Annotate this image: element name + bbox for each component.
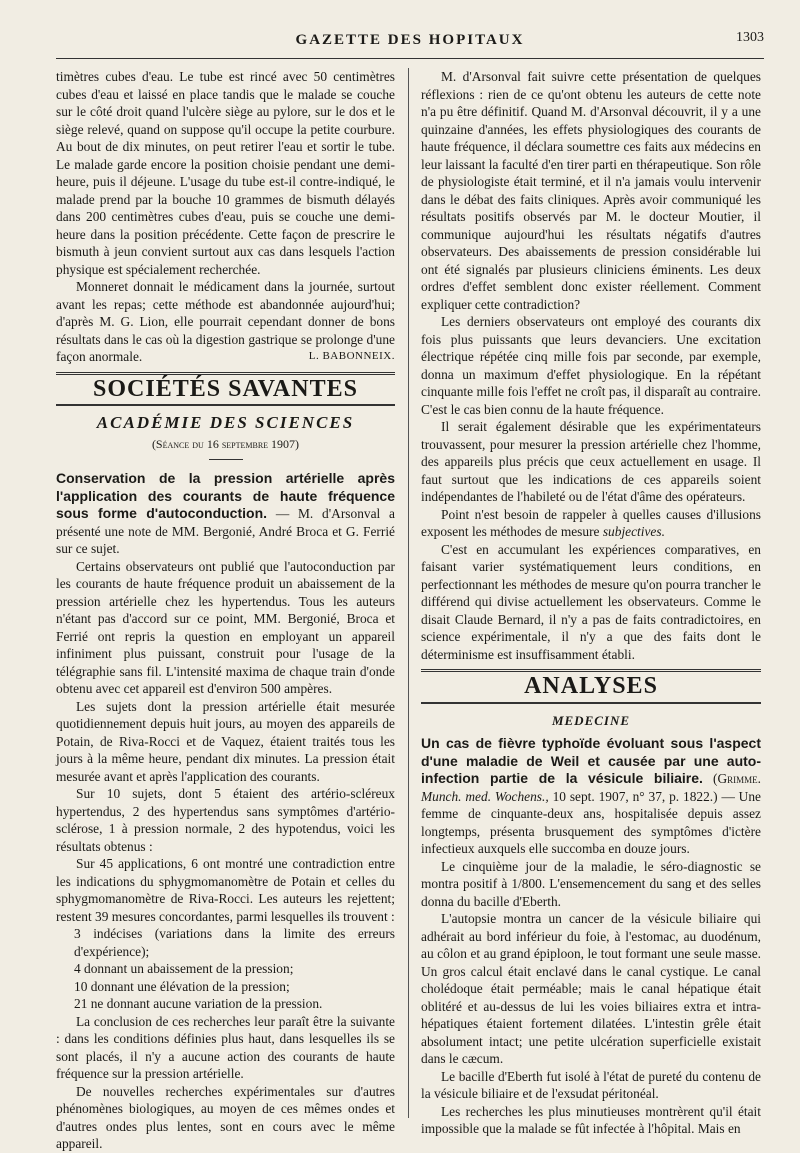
author-signature: L. BABONNEIX. bbox=[308, 350, 395, 362]
paragraph-text: Monneret donnait le médicament dans la journée, surtout avant les repas; cette méthode est abandonnée aujourd'hui; d'après M. G. Lion, elle pourrait cependant donner de bons résultats dans le cas où la digestion gastrique se prolonge d'une façon anormale. bbox=[56, 279, 395, 364]
left-column bbox=[56, 68, 395, 1153]
paragraph bbox=[56, 278, 395, 366]
reference-journal: Munch. med. Wochens., bbox=[421, 788, 549, 804]
article-title: Conservation de la pression artérielle après l'application des courants de haute fréquence sous forme d'autoconduction. bbox=[56, 470, 395, 521]
publication-title: GAZETTE DES HOPITAUX bbox=[295, 32, 525, 48]
list-item: 21 ne donnant aucune variation de la pression. bbox=[74, 996, 323, 1011]
list-item: 4 donnant un abaissement de la pression; bbox=[74, 961, 294, 976]
paragraph: timètres cubes d'eau. Le tube est rincé avec 50 centimètres cubes d'eau et laissé en place tandis que le malade se couche sur le côté droit quand l'ulcère siège au pylore, sur le dos et le siège relevé, quand on suppose qu'il occupe la petite courbure. Au bout de dix minutes, on peut retirer l'eau et sortir le tube. Le malade garde encore la position choisie pendant une demi-heure, puis il déjeune. L'usage du tube est-il contre-indiqué, le malade prend par la bouche 10 grammes de bismuth délayés dans 200 centimètres cubes d'eau, puis se couche une demi-heure dans la position précédente. Cette façon de prescrire le bismuth à jeun convient surtout aux cas dans lesquels l'action physique est spécialement recherchée. bbox=[56, 69, 395, 277]
subsection-heading: MEDECINE bbox=[551, 712, 631, 728]
section-rule bbox=[421, 669, 761, 672]
reference-details: 10 sept. 1907, n° 37, p. 1822.) — Une femme de cinquante-deux ans, hospitalisée depuis assez longtemps, présenta brusquement des symptômes d'ictère infectieux auxquels elle succomba en douze jours. bbox=[421, 788, 761, 856]
list-item: 10 donnant une élévation de la pression; bbox=[74, 978, 290, 994]
article-intro: — M. d'Arsonval a présenté une note de MM. Bergonié, André Broca et G. Ferrié sur ce sujet. bbox=[56, 506, 395, 556]
paragraph: Les sujets dont la pression artérielle était mesurée quotidiennement depuis huit jours, au moyen des appareils de Potain, de Riva-Rocci et de Vaquez, étaient traités tous les jours à la même heure, pendant dix minutes. La pression était mesurée avant et après l'application des courants. bbox=[56, 698, 395, 784]
column-divider bbox=[408, 68, 409, 1118]
session-date: (Séance du 16 septembre 1907) bbox=[151, 436, 300, 451]
paragraph: Certains observateurs ont publié que l'autoconduction par les courants de haute fréquence produit un abaissement de la pression artérielle chez les hypertendus. Tous les auteurs n'étant pas d'accord sur ce point, MM. Bergonié, Broca et Ferrié ont repris la question en employant un appareil infiniment plus puissant, construit pour l'usage de la télégraphie sans fil. L'intensité maxima de chaque train d'onde obtenu avec cet appareil est d'environ 500 ampères. bbox=[56, 558, 395, 696]
section-heading: ANALYSES bbox=[524, 673, 658, 699]
paragraph: Le bacille d'Eberth fut isolé à l'état de pureté du contenu de la vésicule biliaire et de l'exsudat péritonéal. bbox=[421, 1068, 761, 1101]
paragraph: C'est en accumulant les expériences comparatives, en faisant varier systématiquement leurs conditions, en perfectionnant les méthodes de mesure qu'on pourra trancher le différend qui divise actuellement les observateurs. Comme le disait Claude Bernard, il n'y a pas de faits contradictoires, en science expérimentale, il n'y a que des faits dont le déterminisme est insuffisamment établi. bbox=[421, 541, 761, 662]
academy-heading: ACADÉMIE DES SCIENCES bbox=[96, 413, 355, 432]
article-lead bbox=[56, 470, 395, 558]
emphasis: subjectives. bbox=[602, 524, 665, 539]
page-number: 1303 bbox=[736, 30, 764, 45]
section-rule bbox=[56, 372, 395, 375]
paragraph: Il serait également désirable que les expérimentateurs trouvassent, pour mesurer la pression artérielle chez l'homme, des appareils plus précis que ceux actuellement en usage. Il faut surtout que les indications de ces appareils soient indépendantes de l'habileté ou de l'état d'âme des opérateurs. bbox=[421, 419, 761, 504]
paragraph-text: Point n'est besoin de rappeler à quelles causes d'illusions exposent les méthodes de mesure bbox=[421, 506, 761, 539]
paragraph bbox=[421, 506, 761, 541]
short-rule bbox=[209, 459, 243, 460]
paragraph: Les recherches les plus minutieuses montrèrent qu'il était impossible que la malade se fût infectée à l'hôpital. Mais en bbox=[421, 1103, 761, 1136]
article-title: Un cas de fièvre typhoïde évoluant sous l'aspect d'une maladie de Weil et causée par une auto-infection partie de la vésicule biliaire. bbox=[421, 735, 761, 786]
paragraph: De nouvelles recherches expérimentales sur d'autres phénomènes biologiques, au moyen de ces mêmes ondes et d'autres ondes plus lentes, sont en cours avec le même appareil. bbox=[56, 1083, 395, 1151]
paragraph: Le cinquième jour de la maladie, le séro-diagnostic se montra positif à 1/800. L'ensemencement du sang et des selles donna du bacille d'Eberth. bbox=[421, 858, 761, 909]
paragraph: Sur 45 applications, 6 ont montré une contradiction entre les indications du sphygmomanomètre de Potain et celles du sphygmomanomètre de Riva-Rocci. Les auteurs les rejettent; restent 39 mesures concordantes, parmi lesquelles ils trouvent : bbox=[56, 856, 395, 924]
paragraph: M. d'Arsonval fait suivre cette présentation de quelques réflexions : rien de ce qu'ont obtenu les auteurs de cette note n'a pu être définitif. Quand M. d'Arsonval découvrit, il y a une quinzaine d'années, les effets physiologiques des courants de haute fréquence, il déclara soumettre ces faits aux médecins en leur laissant la faculté d'en tirer parti en thérapeutique. Son rôle de physiologiste était terminé, et il n'a jamais voulu intervenir dans le débat des faits cliniques. Après avoir communiqué les résultats positifs observés par M. le docteur Moutier, il communique aujourd'hui les résultats négatifs d'autres observateurs. Des abaissements de pression considérable lui ont été signalés par plusieurs cliniciens éminents. Les deux ordres d'effet semblent donc exister réellement. Comment expliquer cette contradiction? bbox=[421, 69, 761, 312]
paragraph: Sur 10 sujets, dont 5 étaient des artério-scléreux hypertendus, 2 des hypertendus sans symptômes d'artério-sclérose, 1 à pression normale, 2 des hypotendus, voici les résultats obtenus : bbox=[56, 786, 395, 854]
masthead bbox=[56, 22, 764, 59]
right-column bbox=[421, 68, 761, 1138]
section-rule bbox=[421, 702, 761, 704]
section-rule bbox=[56, 404, 395, 406]
section-heading: SOCIÉTÉS SAVANTES bbox=[93, 375, 358, 402]
reference-author: (Grimme. bbox=[713, 771, 761, 786]
article-lead bbox=[421, 735, 761, 858]
list-item: 3 indécises (variations dans la limite des erreurs d'expérience); bbox=[74, 926, 395, 959]
paragraph: L'autopsie montra un cancer de la vésicule biliaire qui adhérait au bord inférieur du foie, à l'estomac, au duodénum, au côlon et au grand épiploon, le tout formant une seule masse. Un gros calcul était enclavé dans le canal cystique. Le canal cholédoque était perméable; mais le canal hépatique était oblitéré et au-dessus de lui les voies biliaires extra et intra-hépatiques étaient fortement dilatées. L'intestin grêle était absolument intact; une petite ulcération superficielle existait dans le cæcum. bbox=[421, 911, 761, 1066]
paragraph: La conclusion de ces recherches leur paraît être la suivante : dans les conditions définies plus haut, dans lesquelles ils se sont placés, il n'y a aucune action des courants de haute fréquence sur la pression artérielle. bbox=[56, 1013, 395, 1081]
paragraph: Les derniers observateurs ont employé des courants dix fois plus puissants que leurs devanciers. Une excitation électrique répétée cinq mille fois par seconde, par exemple, donna un maximum d'effet physiologique. En la répétant cinquante mille fois l'effet ne croît pas, il disparaît au contraire. C'est le cas bien connu de la haute fréquence. bbox=[421, 314, 761, 417]
